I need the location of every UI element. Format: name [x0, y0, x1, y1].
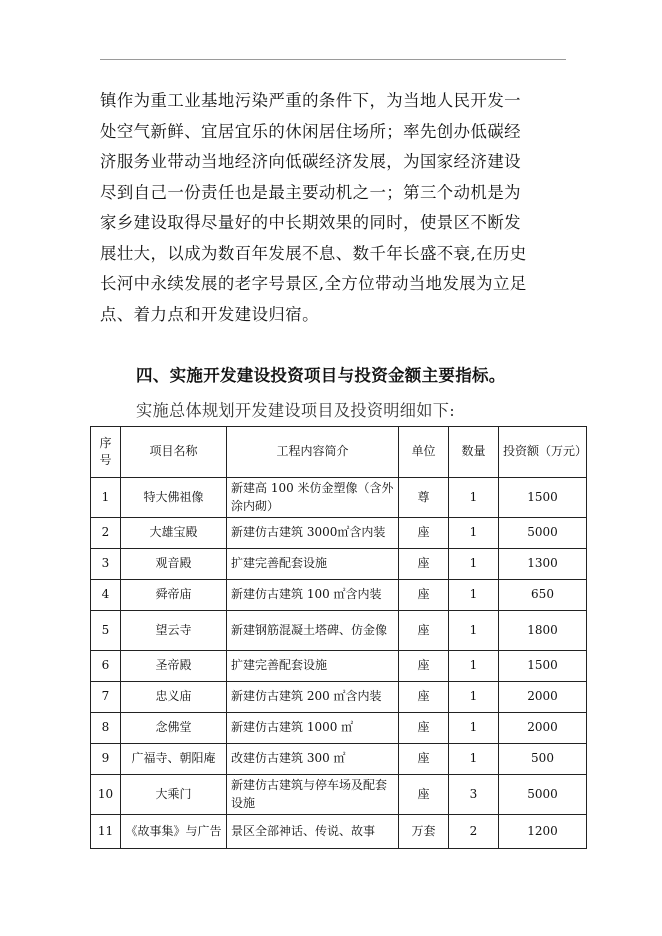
- cell-content: 新建仿古建筑 1000 ㎡: [227, 713, 399, 744]
- investment-table: [90, 426, 587, 849]
- cell-content: 扩建完善配套设施: [227, 651, 399, 682]
- cell-amount: 1800: [499, 611, 587, 651]
- cell-content: 新建仿古建筑与停车场及配套设施: [227, 775, 399, 815]
- paragraph-line: 展壮大，以成为数百年发展不息、数千年长盛不衰,在历史: [100, 243, 527, 263]
- cell-qty: 1: [449, 713, 499, 744]
- cell-qty: 1: [449, 478, 499, 518]
- paragraph-line: 济服务业带动当地经济向低碳经济发展，为国家经济建设: [100, 152, 522, 171]
- cell-content: 扩建完善配套设施: [227, 549, 399, 580]
- header-content: 工程内容简介: [227, 427, 399, 478]
- table-row: [91, 682, 587, 713]
- table-row: [91, 580, 587, 611]
- cell-qty: 1: [449, 744, 499, 775]
- paragraph-line: 长河中永续发展的老字号景区,全方位带动当地发展为立足: [100, 274, 527, 293]
- cell-content: 改建仿古建筑 300 ㎡: [227, 744, 399, 775]
- cell-amount: 500: [499, 744, 587, 775]
- cell-content: 新建高 100 米仿金塑像（含外涂内砌）: [227, 478, 399, 518]
- table-row: [91, 549, 587, 580]
- cell-amount: 5000: [499, 775, 587, 815]
- table-row: [91, 518, 587, 549]
- table-row: [91, 815, 587, 849]
- cell-unit: 座: [399, 682, 449, 713]
- body-paragraph: [100, 86, 570, 330]
- cell-amount: 2000: [499, 713, 587, 744]
- cell-qty: 1: [449, 580, 499, 611]
- cell-content: 新建仿古建筑 200 ㎡含内装: [227, 682, 399, 713]
- cell-unit: 座: [399, 713, 449, 744]
- cell-no: 10: [91, 775, 121, 815]
- table-header-row: [91, 427, 587, 478]
- cell-amount: 1300: [499, 549, 587, 580]
- cell-amount: 1500: [499, 651, 587, 682]
- cell-content: 新建仿古建筑 100 ㎡含内装: [227, 580, 399, 611]
- cell-no: 8: [91, 713, 121, 744]
- paragraph-line: 处空气新鲜、宜居宜乐的休闲居住场所；率先创办低碳经: [100, 121, 522, 141]
- cell-no: 2: [91, 518, 121, 549]
- cell-no: 5: [91, 611, 121, 651]
- header-amount: 投资额（万元）: [499, 427, 587, 478]
- cell-unit: 座: [399, 580, 449, 611]
- cell-amount: 2000: [499, 682, 587, 713]
- table-row: [91, 775, 587, 815]
- cell-no: 3: [91, 549, 121, 580]
- cell-no: 1: [91, 478, 121, 518]
- header-name: 项目名称: [121, 427, 227, 478]
- cell-name: 圣帝殿: [121, 651, 227, 682]
- cell-name: 忠义庙: [121, 682, 227, 713]
- cell-name: 广福寺、朝阳庵: [121, 744, 227, 775]
- header-no: 序号: [91, 427, 121, 478]
- cell-qty: 1: [449, 611, 499, 651]
- table-row: [91, 651, 587, 682]
- cell-name: 大乘门: [121, 775, 227, 815]
- cell-amount: 1500: [499, 478, 587, 518]
- cell-no: 7: [91, 682, 121, 713]
- cell-unit: 万套: [399, 815, 449, 849]
- cell-unit: 座: [399, 611, 449, 651]
- cell-name: 大雄宝殿: [121, 518, 227, 549]
- cell-qty: 1: [449, 549, 499, 580]
- cell-no: 11: [91, 815, 121, 849]
- cell-content: 新建钢筋混凝土塔碑、仿金像: [227, 611, 399, 651]
- paragraph-line: 镇作为重工业基地污染严重的条件下，为当地人民开发一: [100, 91, 522, 110]
- cell-unit: 座: [399, 549, 449, 580]
- cell-amount: 650: [499, 580, 587, 611]
- cell-name: 《故事集》与广告: [121, 815, 227, 849]
- cell-name: 特大佛祖像: [121, 478, 227, 518]
- cell-no: 9: [91, 744, 121, 775]
- table-intro: 实施总体规划开发建设项目及投资明细如下:: [136, 401, 456, 420]
- cell-unit: 座: [399, 744, 449, 775]
- table-row: [91, 478, 587, 518]
- cell-qty: 1: [449, 518, 499, 549]
- cell-no: 4: [91, 580, 121, 611]
- cell-no: 6: [91, 651, 121, 682]
- table-row: [91, 611, 587, 651]
- cell-name: 念佛堂: [121, 713, 227, 744]
- cell-name: 望云寺: [121, 611, 227, 651]
- cell-unit: 座: [399, 775, 449, 815]
- table-row: [91, 744, 587, 775]
- cell-content: 新建仿古建筑 3000㎡含内装: [227, 518, 399, 549]
- cell-content: 景区全部神话、传说、故事: [227, 815, 399, 849]
- cell-qty: 2: [449, 815, 499, 849]
- section-heading: 四、实施开发建设投资项目与投资金额主要指标。: [136, 366, 506, 385]
- cell-amount: 5000: [499, 518, 587, 549]
- cell-unit: 座: [399, 651, 449, 682]
- cell-qty: 1: [449, 682, 499, 713]
- paragraph-line: 尽到自己一份责任也是最主要动机之一；第三个动机是为: [100, 182, 522, 202]
- table-row: [91, 713, 587, 744]
- cell-amount: 1200: [499, 815, 587, 849]
- cell-name: 舜帝庙: [121, 580, 227, 611]
- cell-name: 观音殿: [121, 549, 227, 580]
- paragraph-line: 点、着力点和开发建设归宿。: [100, 304, 319, 324]
- cell-unit: 座: [399, 518, 449, 549]
- header-unit: 单位: [399, 427, 449, 478]
- header-qty: 数量: [449, 427, 499, 478]
- header-rule: [100, 59, 566, 60]
- cell-qty: 1: [449, 651, 499, 682]
- paragraph-line: 家乡建设取得尽量好的中长期效果的同时，使景区不断发: [100, 213, 522, 232]
- cell-unit: 尊: [399, 478, 449, 518]
- cell-qty: 3: [449, 775, 499, 815]
